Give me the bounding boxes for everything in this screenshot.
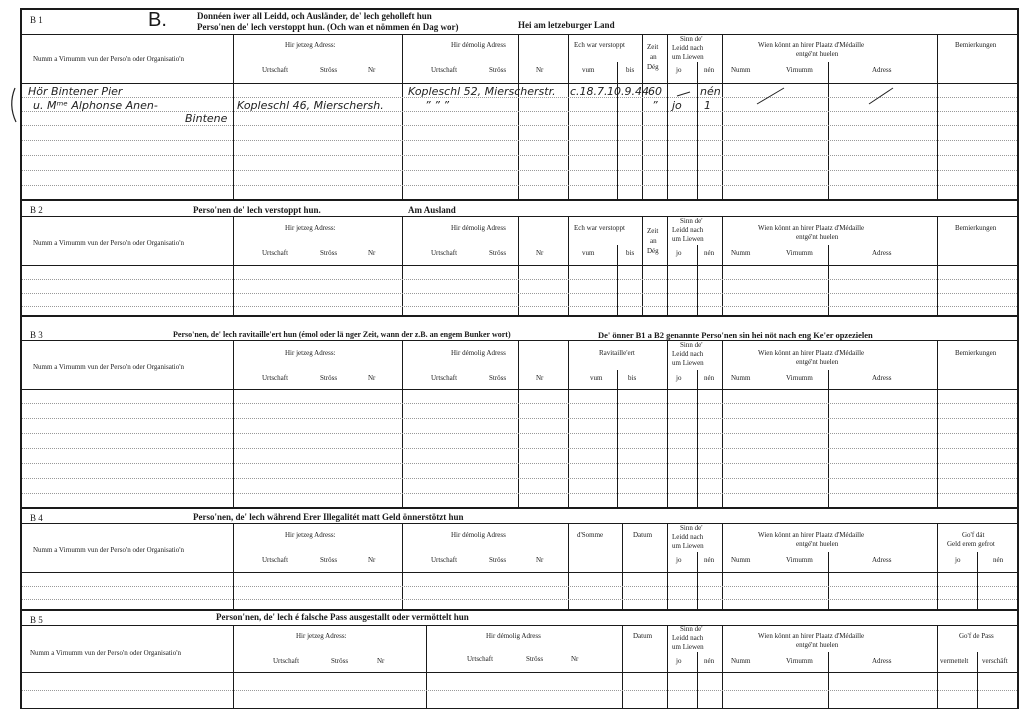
col-ravitaillert: Ravitaille'ert <box>599 349 635 357</box>
col-alive: Leidd nach <box>672 226 704 234</box>
col-alive: Leidd nach <box>672 533 704 541</box>
col-alive: Leidd nach <box>672 44 704 52</box>
section-label: B 2 <box>30 205 43 215</box>
col-current-address: Hir jetzeg Adress: <box>285 531 336 539</box>
sub-firstname: Virnumm <box>786 249 813 257</box>
col-medal: entgé'nt huelen <box>796 233 839 241</box>
handwritten-alive-no: nén <box>700 85 721 98</box>
col-name: Numm a Virnumm vun der Perso'n oder Organisatio'n <box>33 546 184 554</box>
col-remarks: Bemierkungen <box>955 349 997 357</box>
handwritten-alive-no: 1 <box>704 99 711 112</box>
sub-address: Adress <box>872 657 892 665</box>
col-alive: Sinn de' <box>680 217 703 225</box>
sub-city: Urtschaft <box>431 374 458 382</box>
section-title-right: Am Ausland <box>408 205 456 215</box>
col-money-returned: Geld erem gefrot <box>947 540 995 548</box>
handwritten-former-address: Kopleschl 52, Mierscherstr. <box>408 85 556 98</box>
sub-street: Ströss <box>320 374 338 382</box>
sub-from: vum <box>582 66 595 74</box>
form-letter: B. <box>148 9 167 31</box>
sub-street: Ströss <box>331 657 349 665</box>
col-medal: Wien könnt an hirer Plaatz d'Médaille <box>758 224 865 232</box>
sub-city: Urtschaft <box>467 655 494 663</box>
sub-no: nén <box>704 66 715 74</box>
sub-firstname: Virnumm <box>786 374 813 382</box>
sub-nr: Nr <box>536 556 544 564</box>
col-alive: um Liewen <box>672 643 704 651</box>
sub-city: Urtschaft <box>431 249 458 257</box>
col-time: an <box>650 53 657 61</box>
sub-yes: jo <box>676 657 682 665</box>
sub-city: Urtschaft <box>273 657 300 665</box>
sub-address: Adress <box>872 556 892 564</box>
sub-name: Numm <box>731 66 751 74</box>
col-alive: um Liewen <box>672 542 704 550</box>
col-former-address: Hir démolig Adress <box>451 349 506 357</box>
col-former-address: Hir démolig Adress <box>451 224 506 232</box>
sub-nr: Nr <box>536 374 544 382</box>
handwritten-to: 10.9.44 <box>607 85 649 98</box>
sub-street: Ströss <box>489 66 507 74</box>
sub-street: Ströss <box>320 556 338 564</box>
col-former-address: Hir démolig Adress <box>451 531 506 539</box>
col-medal: Wien könnt an hirer Plaatz d'Médaille <box>758 632 865 640</box>
col-current-address: Hir jetzeg Adress: <box>296 632 347 640</box>
col-date: Datum <box>633 632 653 640</box>
sub-street: Ströss <box>526 655 544 663</box>
sub-nr: Nr <box>536 249 544 257</box>
col-medal: Wien könnt an hirer Plaatz d'Médaille <box>758 349 865 357</box>
sub-yes: jo <box>676 66 682 74</box>
sub-firstname: Virnumm <box>786 657 813 665</box>
sub-address: Adress <box>872 374 892 382</box>
section-title: Donnéen iwer all Leidd, och Ausländer, de' lech geholleft hun <box>197 11 432 21</box>
sub-no: nén <box>704 374 715 382</box>
sub-street: Ströss <box>320 66 338 74</box>
col-alive: Sinn de' <box>680 524 703 532</box>
section-title-right: Hei am letzeburger Land <box>518 20 615 30</box>
sub-firstname: Virnumm <box>786 66 813 74</box>
handwritten-alive-yes: jo <box>672 99 682 112</box>
handwritten-strike-marks <box>0 0 1024 200</box>
col-time: Dég <box>647 63 659 71</box>
section-label: B 3 <box>30 330 43 340</box>
handwritten-name: u. Mᵐᵉ Alphonse Anen- <box>33 99 158 112</box>
col-remarks: Bemierkungen <box>955 41 997 49</box>
col-alive: Leidd nach <box>672 350 704 358</box>
sub-city: Urtschaft <box>431 66 458 74</box>
col-hidden: Ech war verstoppt <box>574 41 625 49</box>
sub-from: vum <box>590 374 603 382</box>
sub-nr: Nr <box>571 655 579 663</box>
section-label: B 1 <box>30 15 43 25</box>
sub-mediated: vermettelt <box>940 657 969 665</box>
sub-name: Numm <box>731 249 751 257</box>
sub-no: nén <box>704 249 715 257</box>
sub-yes: jo <box>955 556 961 564</box>
sub-to: bis <box>626 249 635 257</box>
sub-name: Numm <box>731 556 751 564</box>
col-date: Datum <box>633 531 653 539</box>
col-remarks: Bemierkungen <box>955 224 997 232</box>
col-current-address: Hir jetzeg Adress: <box>285 349 336 357</box>
sub-street: Ströss <box>489 374 507 382</box>
section-label: B 5 <box>30 615 43 625</box>
col-current-address: Hir jetzeg Adress: <box>285 41 336 49</box>
col-alive: Sinn de' <box>680 625 703 633</box>
col-alive: um Liewen <box>672 53 704 61</box>
col-alive: Leidd nach <box>672 634 704 642</box>
sub-street: Ströss <box>320 249 338 257</box>
sub-street: Ströss <box>489 249 507 257</box>
handwritten-name: Hör Bintener Pier <box>28 85 123 98</box>
sub-address: Adress <box>872 66 892 74</box>
col-former-address: Hir démolig Adress <box>486 632 541 640</box>
col-current-address: Hir jetzeg Adress: <box>285 224 336 232</box>
sub-name: Numm <box>731 374 751 382</box>
sub-no: nén <box>993 556 1004 564</box>
handwritten-days: ” <box>652 99 658 112</box>
sub-nr: Nr <box>377 657 385 665</box>
col-time: Dég <box>647 247 659 255</box>
sub-firstname: Virnumm <box>786 556 813 564</box>
section-subtitle: Perso'nen de' lech verstoppt hun. (Och wan et nömmen én Dag wor) <box>197 22 459 32</box>
col-medal: entgé'nt huelen <box>796 540 839 548</box>
col-medal: entgé'nt huelen <box>796 50 839 58</box>
section-label: B 4 <box>30 513 43 523</box>
section-title: Perso'nen, de' lech ravitaille'ert hun (émol oder lä nger Zeit, wann der z.B. an engem Bunker wort) <box>173 330 511 339</box>
col-alive: um Liewen <box>672 359 704 367</box>
sub-issued: verschäft <box>982 657 1008 665</box>
sub-nr: Nr <box>368 556 376 564</box>
section-title: Perso'nen, de' lech während Erer Illegalitét matt Geld önnerstötzt hun <box>193 512 464 522</box>
col-name: Numm a Virnumm vun der Perso'n oder Organisatio'n <box>33 363 184 371</box>
sub-name: Numm <box>731 657 751 665</box>
col-medal: entgé'nt huelen <box>796 358 839 366</box>
sub-city: Urtschaft <box>262 249 289 257</box>
handwritten-current-address: Kopleschl 46, Mierschersh. <box>237 99 384 112</box>
sub-city: Urtschaft <box>262 374 289 382</box>
col-time: Zeit <box>647 43 659 51</box>
section-title-right: De' önner B1 a B2 genannte Perso'nen sin hei nöt nach eng Ke'er opzezielen <box>598 330 873 340</box>
handwritten-from: c.18.7. <box>570 85 608 98</box>
sub-to: bis <box>626 66 635 74</box>
handwritten-days: 60 <box>648 85 662 98</box>
sub-to: bis <box>628 374 637 382</box>
sub-nr: Nr <box>368 66 376 74</box>
col-name: Numm a Virnumm vun der Perso'n oder Organisatio'n <box>30 649 181 657</box>
section-title: Perso'nen de' lech verstoppt hun. <box>193 205 321 215</box>
handwritten-former-address: ” ” ” <box>425 99 450 112</box>
col-alive: um Liewen <box>672 235 704 243</box>
col-medal: Wien könnt an hirer Plaatz d'Médaille <box>758 531 865 539</box>
section-title: Person'nen, de' lech é falsche Pass ausgestallt oder vermöttelt hun <box>216 612 469 622</box>
col-sum: d'Somme <box>577 531 604 539</box>
sub-city: Urtschaft <box>262 556 289 564</box>
col-alive: Sinn de' <box>680 341 703 349</box>
sub-yes: jo <box>676 249 682 257</box>
col-alive: Sinn de' <box>680 35 703 43</box>
col-pass: Go'f de Pass <box>959 632 994 640</box>
sub-street: Ströss <box>489 556 507 564</box>
sub-city: Urtschaft <box>431 556 458 564</box>
sub-no: nén <box>704 556 715 564</box>
sub-yes: jo <box>676 374 682 382</box>
col-name: Numm a Virnumm vun der Perso'n oder Organisatio'n <box>33 239 184 247</box>
sub-address: Adress <box>872 249 892 257</box>
col-name: Numm a Virnumm vun der Perso'n oder Organisatio'n <box>33 55 184 63</box>
col-hidden: Ech war verstoppt <box>574 224 625 232</box>
sub-nr: Nr <box>368 374 376 382</box>
col-money-returned: Go'f dát <box>962 531 985 539</box>
handwritten-name: Bintene <box>185 112 228 125</box>
col-medal: entgé'nt huelen <box>796 641 839 649</box>
col-medal: Wien könnt an hirer Plaatz d'Médaille <box>758 41 865 49</box>
sub-from: vum <box>582 249 595 257</box>
sub-yes: jo <box>676 556 682 564</box>
col-former-address: Hir démolig Adress <box>451 41 506 49</box>
sub-nr: Nr <box>536 66 544 74</box>
sub-city: Urtschaft <box>262 66 289 74</box>
col-time: Zeit <box>647 227 659 235</box>
sub-no: nén <box>704 657 715 665</box>
col-time: an <box>650 237 657 245</box>
sub-nr: Nr <box>368 249 376 257</box>
